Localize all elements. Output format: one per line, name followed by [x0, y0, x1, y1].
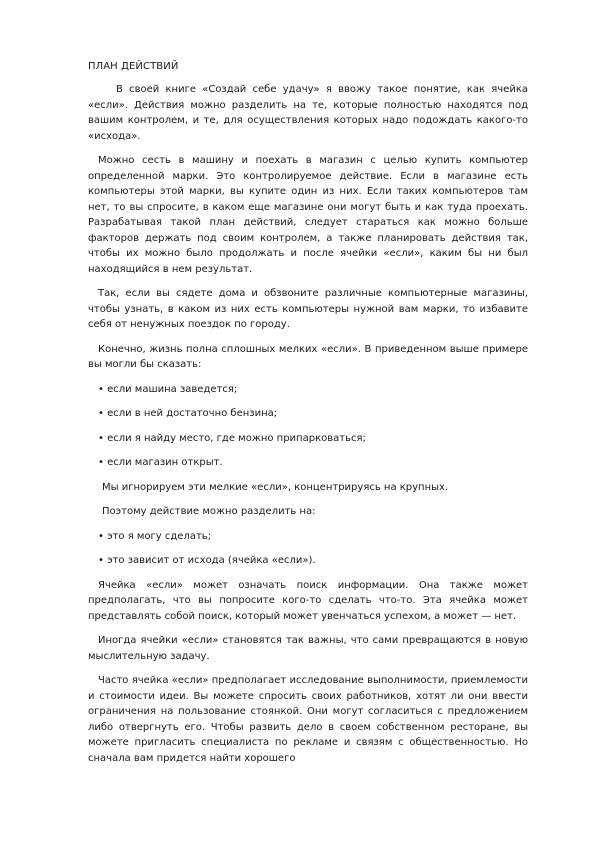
paragraph-small-ifs: Конечно, жизнь полна сплошных мелких «если». В приведенном выше примере вы могли бы сказать:	[88, 343, 528, 370]
paragraph-ignore: Мы игнорируем эти мелкие «если», концентрируясь на крупных.	[102, 481, 449, 493]
bullet-item: • это зависит от исхода (ячейка «если»).	[98, 555, 316, 566]
paragraph-phone-example: Так, если вы сядете дома и обзвоните различные компьютерные магазины, чтобы узнать, в каком из них есть компьютеры нужной вам марки, то избавите себя от ненужных поездок по городу.	[88, 288, 528, 330]
paragraph-car-example: Можно сесть в машину и поехать в магазин с целью купить компьютер определенной марки. Это контролируемое действие. Если в магазине есть компьютеры этой марки, вы купите один из них. Если таких компьютеров там нет, то вы спросите, в каком еще магазине они могут быть и как туда проехать. Разрабатывая такой план действий, следует стараться как можно больше факторов держать под своим контролем, а также планировать действия так, чтобы их можно было продолжать и после ячейки «если», каким бы ни был находящийся в нем результат.	[88, 155, 528, 275]
bullet-item: • если машина заведется;	[98, 383, 238, 395]
bullet-item: • это я могу сделать;	[98, 530, 212, 542]
paragraph-search: Ячейка «если» может означать поиск информации. Она также может предполагать, что вы попросите кого-то сделать что-то. Эта ячейка может представлять собой поиск, который может увенчаться успехом, а может — нет.	[88, 579, 528, 622]
bullet-item: • если в ней достаточно бензина;	[98, 408, 278, 419]
paragraph-feasibility: Часто ячейка «если» предполагает исследование выполнимости, приемлемости и стоимости идеи. Вы можете спросить своих работников, хотят ли они ввести ограничения на пользование стоянкой. Они могут согласиться с предложением либо отвергнуть его. Чтобы развить дело в своем собственном ресторане, вы можете пригласить специалиста по рекламе и связям с общественностью. Но сначала вам придется найти хорошего	[88, 675, 528, 764]
paragraph-important: Иногда ячейки «если» становятся так важны, что сами превращаются в новую мыслительную задачу.	[88, 635, 528, 662]
document-title: ПЛАН ДЕЙСТВИЙ	[88, 61, 179, 72]
bullet-item: • если я найду место, где можно припарковаться;	[98, 432, 366, 444]
paragraph-intro: В своей книге «Создай себе удачу» я ввожу такое понятие, как ячейка «если». Действия можно разделить на те, которые полностью находятся под вашим контролем, и те, для осуществления которых надо подождать какого-то «исхода».	[88, 84, 528, 142]
paragraph-divide: Поэтому действие можно разделить на:	[102, 506, 316, 517]
bullet-item: • если магазин открыт.	[98, 457, 223, 468]
document-body	[88, 82, 528, 775]
